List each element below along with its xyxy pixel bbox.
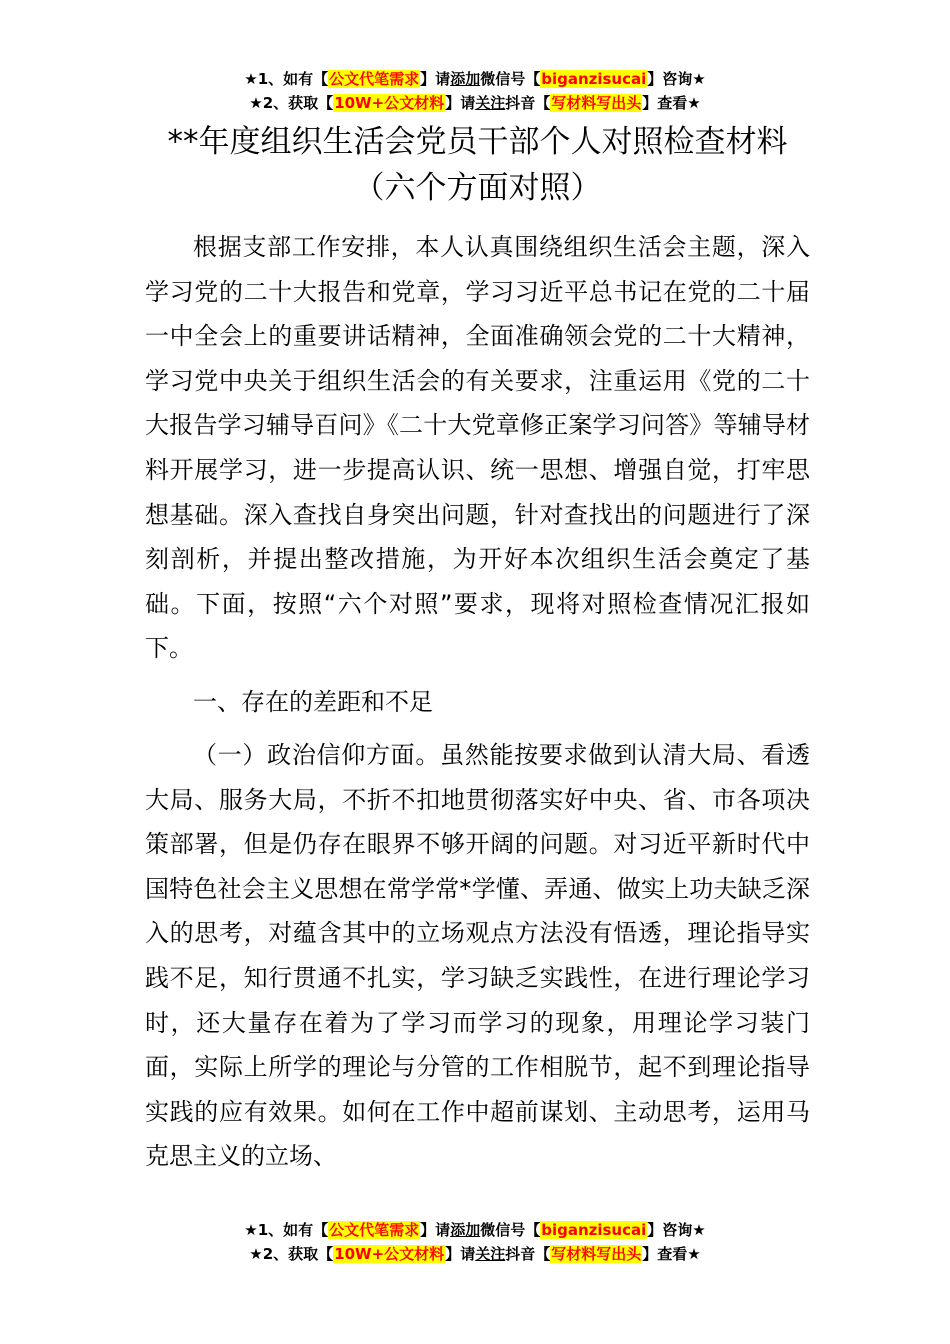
banner-text: 】咨询★ bbox=[647, 70, 706, 88]
banner-highlight: 10W+公文材料 bbox=[334, 1245, 445, 1263]
banner-line-2 bbox=[0, 91, 950, 115]
banner-text: 抖音【 bbox=[505, 94, 551, 112]
banner-text: ★1、如有【 bbox=[244, 1221, 329, 1239]
banner-text: 】请 bbox=[420, 70, 451, 88]
banner-text: 抖音【 bbox=[505, 1245, 551, 1263]
banner-text: 微信号【 bbox=[480, 70, 541, 88]
promo-banner-bottom bbox=[0, 1218, 950, 1266]
banner-line-1 bbox=[0, 67, 950, 91]
banner-text: 】咨询★ bbox=[647, 1221, 706, 1239]
promo-banner-top bbox=[0, 67, 950, 115]
banner-text: 】请 bbox=[445, 94, 476, 112]
banner-text: 】请 bbox=[420, 1221, 451, 1239]
section-heading: 一、存在的差距和不足 bbox=[193, 688, 433, 716]
banner-highlight: biganzisucai bbox=[541, 70, 647, 88]
banner-highlight: 10W+公文材料 bbox=[334, 94, 445, 112]
banner-text: 微信号【 bbox=[480, 1221, 541, 1239]
banner-emphasis: 关注 bbox=[475, 1245, 506, 1263]
banner-highlight: 公文代笔需求 bbox=[329, 1221, 420, 1239]
banner-highlight: 公文代笔需求 bbox=[329, 70, 420, 88]
banner-text: 】查看★ bbox=[642, 1245, 701, 1263]
political-belief-paragraph: （一）政治信仰方面。虽然能按要求做到认清大局、看透大局、服务大局，不折不扣地贯彻落实好中央、省、市各项决策部署，但是仍存在眼界不够开阔的问题。对习近平新时代中国特色社会主义思想在常学常*学懂、弄通、做实上功夫缺乏深入的思考，对蕴含其中的立场观点方法没有悟透，理论指导实践不足，知行贯通不扎实，学习缺乏实践性，在进行理论学习时，还大量存在着为了学习而学习的现象，用理论学习装门面，实际上所学的理论与分管的工作相脱节，起不到理论指导实践的应有效果。如何在工作中超前谋划、主动思考，运用马克思主义的立场、 bbox=[145, 741, 810, 1171]
intro-paragraph: 根据支部工作安排，本人认真围绕组织生活会主题，深入学习党的二十大报告和党章，学习习近平总书记在党的二十届一中全会上的重要讲话精神，全面准确领会党的二十大精神，学习党中央关于组织生活会的有关要求，注重运用《党的二十大报告学习辅导百问》《二十大党章修正案学习问答》等辅导材料开展学习，进一步提高认识、统一思想、增强自觉，打牢思想基础。深入查找自身突出问题，针对查找出的问题进行了深刻剖析，并提出整改措施，为开好本次组织生活会奠定了基础。下面，按照“六个对照”要求，现将对照检查情况汇报如下。 bbox=[145, 233, 810, 663]
banner-highlight: 写材料写出头 bbox=[551, 1245, 642, 1263]
banner-line-1 bbox=[0, 1218, 950, 1242]
banner-text: ★2、获取【 bbox=[249, 1245, 334, 1263]
banner-text: ★1、如有【 bbox=[244, 70, 329, 88]
banner-emphasis: 添加 bbox=[450, 1221, 481, 1239]
banner-text: 】请 bbox=[445, 1245, 476, 1263]
banner-emphasis: 添加 bbox=[450, 70, 481, 88]
banner-text: 】查看★ bbox=[642, 94, 701, 112]
banner-highlight: biganzisucai bbox=[541, 1221, 647, 1239]
banner-text: ★2、获取【 bbox=[249, 94, 334, 112]
banner-highlight: 写材料写出头 bbox=[551, 94, 642, 112]
banner-line-2 bbox=[0, 1242, 950, 1266]
document-title: **年度组织生活会党员干部个人对照检查材料（六个方面对照） bbox=[167, 124, 788, 206]
banner-emphasis: 关注 bbox=[475, 94, 506, 112]
